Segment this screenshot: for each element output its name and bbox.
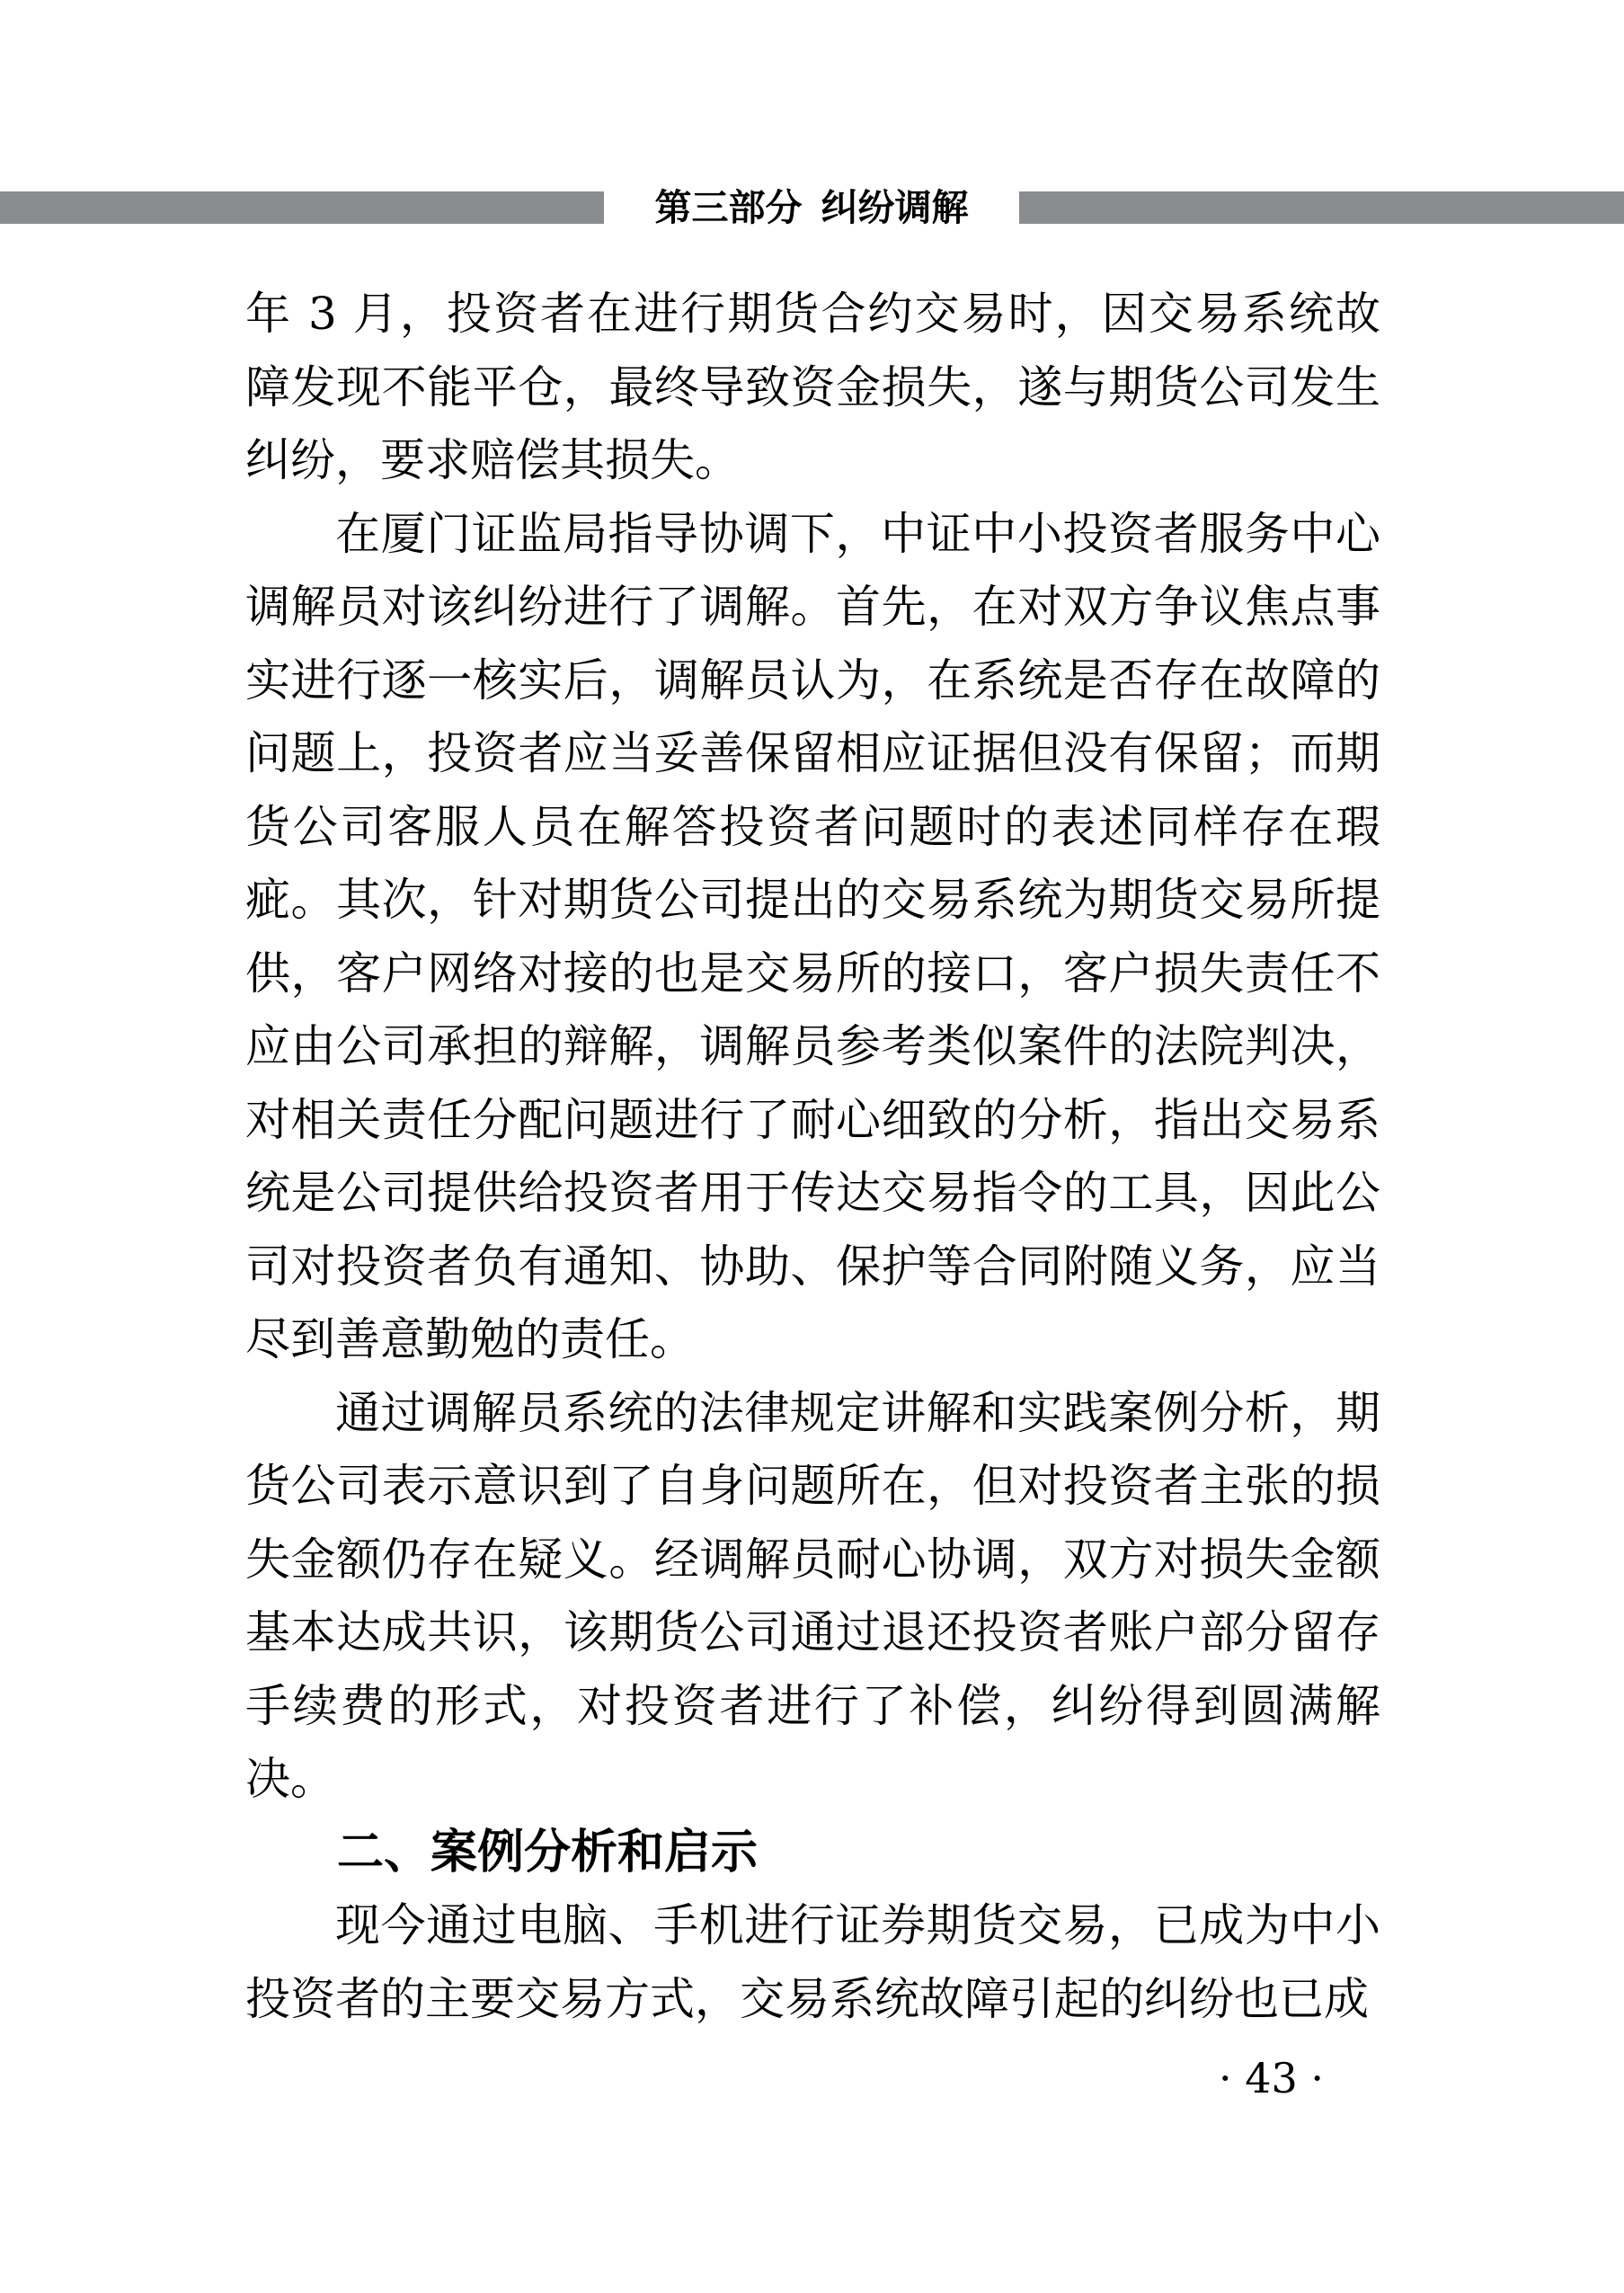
running-header-part: 第三部分	[654, 186, 803, 229]
section-heading: 二、案例分析和启示	[337, 1825, 759, 1880]
body-text	[245, 278, 1380, 2036]
header-rule-right	[1019, 191, 1624, 224]
paragraph: 现今通过电脑、手机进行证券期货交易，已成为中小投资者的主要交易方式，交易系统故障引起的纠纷也已成	[245, 1899, 1380, 2025]
running-header	[604, 182, 1019, 234]
header-rule-left	[0, 191, 604, 224]
paragraph: 通过调解员系统的法律规定讲解和实践案例分析，期货公司表示意识到了自身问题所在，但对投资者主张的损失金额仍存在疑义。经调解员耐心协调，双方对损失金额基本达成共识，该期货公司通过退还投资者账户部分留存手续费的形式，对投资者进行了补偿，纠纷得到圆满解决。	[245, 1386, 1380, 1805]
page-number: · 43 ·	[1218, 2054, 1324, 2102]
running-header-section: 纠纷调解	[821, 186, 969, 229]
paragraph: 在厦门证监局指导协调下，中证中小投资者服务中心调解员对该纠纷进行了调解。首先，在对双方争议焦点事实进行逐一核实后，调解员认为，在系统是否存在故障的问题上，投资者应当妥善保留相应证据但没有保留；而期货公司客服人员在解答投资者问题时的表述同样存在瑕疵。其次，针对期货公司提出的交易系统为期货交易所提供，客户网络对接的也是交易所的接口，客户损失责任不应由公司承担的辩解，调解员参考类似案件的法院判决，对相关责任分配问题进行了耐心细致的分析，指出交易系统是公司提供给投资者用于传达交易指令的工具，因此公司对投资者负有通知、协助、保护等合同附随义务，应当尽到善意勤勉的责任。	[245, 507, 1380, 1365]
paragraph-continuation: 年 3 月，投资者在进行期货合约交易时，因交易系统故障发现不能平仓，最终导致资金损失，遂与期货公司发生纠纷，要求赔偿其损失。	[245, 288, 1380, 486]
